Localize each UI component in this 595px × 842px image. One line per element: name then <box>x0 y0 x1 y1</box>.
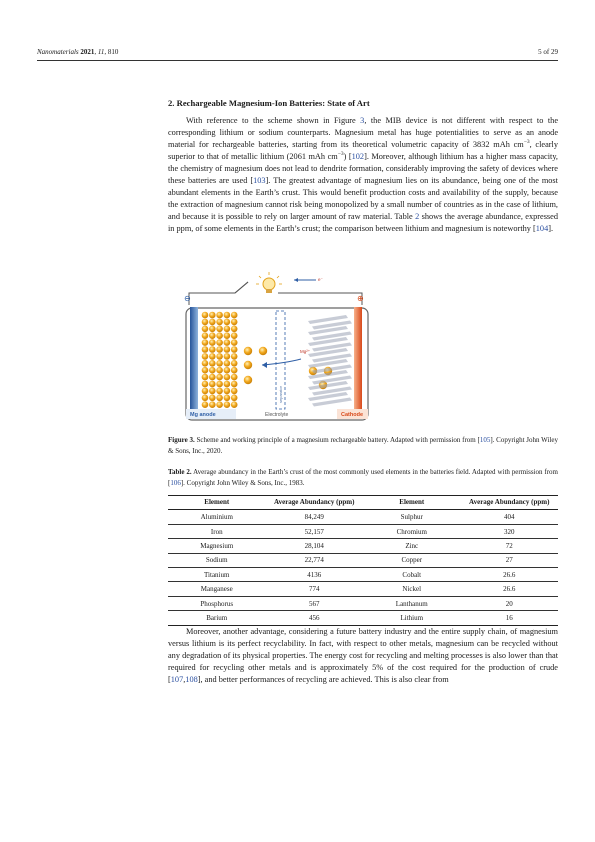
mg-atom <box>202 312 209 319</box>
table-cell: Phosphorus <box>168 596 266 610</box>
page-header <box>37 48 558 61</box>
table-cell: 320 <box>461 524 559 538</box>
journal-year: 2021 <box>80 48 95 56</box>
article-number: 810 <box>107 48 119 56</box>
table-row <box>168 596 558 610</box>
mg-atom <box>202 381 209 388</box>
text-run: ]. Copyright John Wiley & Sons, Inc., 2020. <box>168 436 558 456</box>
text-run: ]. <box>548 224 554 234</box>
main-content <box>168 98 558 686</box>
mg-atom <box>209 333 216 340</box>
anode-plate <box>190 307 198 413</box>
text-run: , clearly superior to that of metallic lithium (2061 mAh cm <box>168 140 558 162</box>
mg-atom <box>231 374 238 381</box>
mg-atom <box>202 340 209 347</box>
table-cell: Cobalt <box>363 568 461 582</box>
column-header: Average Abundancy (ppm) <box>461 496 559 510</box>
table-row <box>168 539 558 553</box>
table-row <box>168 524 558 538</box>
table-cell: Iron <box>168 524 266 538</box>
mg-atom <box>202 395 209 402</box>
electrolyte-label: Electrolyte <box>265 412 289 419</box>
column-header: Element <box>168 496 266 510</box>
table-cell: 26.6 <box>461 582 559 596</box>
table-cell: 20 <box>461 596 559 610</box>
mg-ion <box>244 347 252 355</box>
mg-atom <box>231 381 238 388</box>
text-run: ], and better performances of recycling are achieved. This is also clear from <box>197 674 449 684</box>
mg-atom <box>224 388 231 395</box>
citation-link[interactable]: 106 <box>170 479 181 488</box>
table-cell: 16 <box>461 611 559 625</box>
table-cell: 456 <box>266 611 364 625</box>
circuit-wire <box>278 293 362 305</box>
text-run: Average abundancy in the Earth’s crust of the most commonly used elements in the batteries field. Adapted with permission from [ <box>168 468 558 488</box>
text-run: , <box>183 674 186 684</box>
table-cell: Barium <box>168 611 266 625</box>
mg-atom <box>216 395 223 402</box>
table-row <box>168 611 558 625</box>
battery-scheme <box>178 263 378 427</box>
text-run: , the MIB device is not different with respect to the corresponding lithium or sodium counterparts. Magnesium metal has huge potentialities to serve as an anode material for rechargeable batteries, starting from its theoretical volumetric capacity of 3832 mAh cm <box>168 116 558 150</box>
mg-atom <box>216 326 223 333</box>
table-ref-link[interactable]: 2 <box>415 212 420 222</box>
citation-link[interactable]: 108 <box>185 674 198 684</box>
mg-atom <box>209 374 216 381</box>
journal-citation: Nanomaterials 2021, 11, 810 <box>37 48 119 56</box>
table-cell: 22,774 <box>266 553 364 567</box>
citation-link[interactable]: 105 <box>479 436 491 445</box>
mg-atom <box>216 319 223 326</box>
mg-atom <box>231 367 238 374</box>
table-caption-label: Table 2. <box>168 468 192 477</box>
page-number: 5 of 29 <box>538 48 558 56</box>
mg-ion <box>244 361 252 369</box>
mg-atom <box>224 354 231 361</box>
table-cell: 52,157 <box>266 524 364 538</box>
mg-atom <box>216 347 223 354</box>
table-cell: 567 <box>266 596 364 610</box>
table-row <box>168 510 558 524</box>
mg-atom <box>216 354 223 361</box>
text-run: Scheme and working principle of a magnesium rechargeable battery. Adapted with permission from [ <box>194 436 480 445</box>
mg-atom <box>224 367 231 374</box>
light-bulb-icon <box>256 272 282 293</box>
mg-atom <box>224 326 231 333</box>
column-header: Average Abundancy (ppm) <box>266 496 364 510</box>
table-header-row <box>168 496 558 510</box>
table-cell: Sulphur <box>363 510 461 524</box>
mg-atom <box>202 360 209 367</box>
table-cell: Sodium <box>168 553 266 567</box>
table-cell: 404 <box>461 510 559 524</box>
table-cell: 774 <box>266 582 364 596</box>
mg-atom <box>224 395 231 402</box>
table-cell: 4136 <box>266 568 364 582</box>
table-cell: Zinc <box>363 539 461 553</box>
table-cell: Aluminium <box>168 510 266 524</box>
paragraph-2 <box>168 626 558 686</box>
mg-atom <box>216 312 223 319</box>
mg-atom <box>202 388 209 395</box>
mg-ion-label: Mg²⁺ <box>300 349 311 355</box>
mg-atom <box>209 381 216 388</box>
cathode-label: Cathode <box>341 412 363 419</box>
battery-figure <box>178 263 378 427</box>
table-cell: 28,104 <box>266 539 364 553</box>
mg-atom <box>209 354 216 361</box>
mg-ion <box>259 347 267 355</box>
section-heading <box>168 98 558 108</box>
mg-atom <box>224 319 231 326</box>
mg-atom <box>216 374 223 381</box>
text-run: With reference to the scheme shown in Figure <box>186 116 361 125</box>
citation-link[interactable]: 102 <box>351 152 365 162</box>
mg-atom <box>202 319 209 326</box>
table-cell: 26.6 <box>461 568 559 582</box>
figure-caption-label: Figure 3. <box>168 436 195 445</box>
negative-terminal-icon: ⊖ <box>184 294 191 304</box>
electron-label: e⁻ <box>318 277 323 283</box>
mg-atom <box>209 340 216 347</box>
text-run: shows the average abundance, expressed in ppm, of some elements in the Earth’s crust; the comparison between lithium and magnesium is noteworthy [ <box>168 212 558 234</box>
superscript: −3 <box>337 151 344 158</box>
table-cell: 84,249 <box>266 510 364 524</box>
table-cell: Chromium <box>363 524 461 538</box>
table-cell: 72 <box>461 539 559 553</box>
mg-atom <box>209 367 216 374</box>
table-row <box>168 553 558 567</box>
mg-ion <box>244 376 252 384</box>
table-cell: Manganese <box>168 582 266 596</box>
mg-atom <box>216 402 223 409</box>
table-cell: Nickel <box>363 582 461 596</box>
table-cell: Titanium <box>168 568 266 582</box>
mg-atom <box>216 360 223 367</box>
text-run: ]. The greatest advantage of magnesium lies on its abundance, being one of the most abundant elements in the Earth’s crust. This would benefit production costs and availability of the supply, because the extraction of magnesium cannot risk being monopolized by a small number of countries as in the case of lithium, and because it is possible to rely on larger amount of raw material. Table <box>168 176 558 222</box>
table-cell: Magnesium <box>168 539 266 553</box>
table-row <box>168 568 558 582</box>
mg-atom <box>231 395 238 402</box>
mg-atom <box>216 340 223 347</box>
positive-terminal-icon: ⊕ <box>357 294 364 304</box>
citation-link[interactable]: 104 <box>535 224 549 234</box>
text-run: ]. Moreover, although lithium has a higher mass capacity, the chemistry of magnesium does not lead to dendrite formation, considerably improving the safety of devices where these batteries are used [ <box>168 152 558 186</box>
mg-atom <box>209 326 216 333</box>
mg-atom <box>231 360 238 367</box>
mg-atom <box>224 312 231 319</box>
section-title: Rechargeable Magnesium-Ion Batteries: State of Art <box>176 98 370 108</box>
table-cell: Lanthanum <box>363 596 461 610</box>
separator-label: separator <box>278 386 283 404</box>
journal-volume: 11 <box>97 48 105 56</box>
journal-name: Nanomaterials <box>37 48 79 56</box>
mg-atom <box>202 374 209 381</box>
table-caption <box>168 467 558 489</box>
electron-flow-arrow <box>294 277 324 282</box>
citation-link[interactable]: 107 <box>170 674 184 684</box>
paragraph-1 <box>168 115 558 235</box>
mg-atom <box>224 360 231 367</box>
mg-atom <box>216 388 223 395</box>
mg-atom <box>231 347 238 354</box>
abundance-table <box>168 495 558 625</box>
mg-atom <box>209 312 216 319</box>
mg-atom <box>202 347 209 354</box>
mg-atom <box>231 319 238 326</box>
mg-atom <box>231 402 238 409</box>
cathode-plate <box>354 307 362 413</box>
mg-atom <box>202 367 209 374</box>
mg-atom <box>231 354 238 361</box>
table-cell: 27 <box>461 553 559 567</box>
table-row <box>168 582 558 596</box>
mg-atom <box>231 333 238 340</box>
mg-atom <box>202 354 209 361</box>
mg-atom <box>216 333 223 340</box>
table-cell: Copper <box>363 553 461 567</box>
figure-ref-link[interactable]: 3 <box>360 116 365 125</box>
mg-atom <box>231 326 238 333</box>
mg-atom <box>231 312 238 319</box>
mg-atom <box>209 347 216 354</box>
column-header: Element <box>363 496 461 510</box>
table-cell: Lithium <box>363 611 461 625</box>
mg-atom <box>202 402 209 409</box>
mg-atom <box>231 388 238 395</box>
mg-atom <box>209 388 216 395</box>
mg-atom <box>216 381 223 388</box>
mg-atom <box>224 340 231 347</box>
mg-atom <box>209 319 216 326</box>
figure-caption <box>168 435 558 457</box>
text-run: ]. Copyright John Wiley & Sons, Inc., 1983. <box>180 479 305 488</box>
switch <box>235 282 248 293</box>
mg-atom <box>202 333 209 340</box>
citation-link[interactable]: 103 <box>253 176 266 186</box>
circuit-wire <box>189 282 248 305</box>
text-run: ) [ <box>343 152 352 162</box>
mg-atom <box>224 402 231 409</box>
mg-atom <box>231 340 238 347</box>
mg-atom <box>224 333 231 340</box>
mg-atom <box>202 326 209 333</box>
text-run: Moreover, another advantage, considering a future battery industry and the entire supply chain, of magnesium versus lithium is its perfect recyclability. In fact, with respect to other metals, magnesium can be recycled without any degradation of its physical properties. The energy cost for recycling and melting processes is also lower than that required for recycling other metals and is approximately 5% of the cost required for the production of crude [ <box>168 626 558 684</box>
mg-atom <box>224 347 231 354</box>
mg-atom <box>224 381 231 388</box>
mg-atom <box>209 395 216 402</box>
anode-label: Mg anode <box>190 412 216 419</box>
section-number: 2. <box>168 98 175 108</box>
mg-atom <box>209 360 216 367</box>
superscript: −3 <box>523 139 530 146</box>
mg-atom <box>209 402 216 409</box>
mg-atom <box>224 374 231 381</box>
mg-atom <box>216 367 223 374</box>
